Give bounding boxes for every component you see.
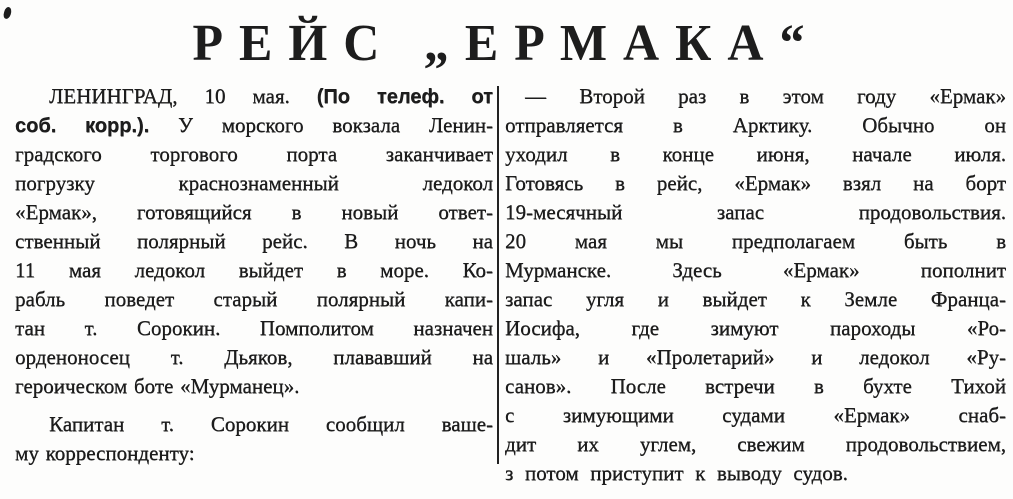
text-line bbox=[505, 343, 1006, 372]
word: на bbox=[912, 171, 934, 195]
word: морского bbox=[221, 113, 304, 137]
word: готовящийся bbox=[136, 200, 252, 224]
word: Франца- bbox=[930, 287, 1006, 311]
word: «Ермак» bbox=[782, 258, 860, 282]
word: продовольствием, bbox=[845, 432, 1006, 456]
word: «Мурманец». bbox=[180, 374, 300, 398]
word: их bbox=[577, 432, 599, 456]
word: Сорокин bbox=[210, 412, 289, 436]
word: запас bbox=[505, 287, 553, 311]
text-line bbox=[15, 82, 493, 111]
paragraph bbox=[505, 82, 1006, 488]
word: где bbox=[631, 316, 659, 340]
word: пополнит bbox=[920, 258, 1006, 282]
word: встречи bbox=[705, 374, 775, 398]
word: к bbox=[695, 461, 706, 485]
word: этом bbox=[782, 84, 824, 108]
word: т. bbox=[170, 345, 184, 369]
word: полярный bbox=[316, 287, 406, 311]
word: «Ермак» bbox=[929, 84, 1006, 108]
word: свежим bbox=[737, 432, 805, 456]
word: вокзала bbox=[332, 113, 401, 137]
word: ледокол bbox=[422, 171, 493, 195]
word: потом bbox=[524, 461, 579, 485]
word: В bbox=[344, 229, 359, 253]
word: ЛЕНИНГРАД, bbox=[49, 84, 178, 108]
word: «Ро- bbox=[966, 316, 1006, 340]
word: «Пролетарий» bbox=[645, 345, 775, 369]
word: в bbox=[739, 84, 750, 108]
word: т. bbox=[161, 412, 174, 436]
word: У bbox=[177, 113, 193, 137]
word: на bbox=[472, 229, 493, 253]
text-line bbox=[15, 285, 493, 314]
word: старый bbox=[213, 287, 278, 311]
word: взял bbox=[842, 171, 882, 195]
word: 19-месячный bbox=[505, 200, 623, 224]
word: и bbox=[811, 345, 823, 369]
word: — bbox=[525, 84, 546, 108]
word: июня, bbox=[756, 142, 810, 166]
word: в bbox=[614, 171, 625, 195]
word: море. bbox=[380, 258, 429, 282]
text-line bbox=[15, 169, 493, 198]
word: Здесь bbox=[672, 258, 722, 282]
text-line bbox=[15, 227, 493, 256]
word: мая. bbox=[252, 84, 290, 108]
word: Дьяков, bbox=[224, 345, 293, 369]
word: тан bbox=[15, 316, 45, 340]
word: т. bbox=[84, 316, 98, 340]
word: плававший bbox=[333, 345, 432, 369]
word: «Ермак» bbox=[734, 171, 811, 195]
word: Сорокин. bbox=[136, 316, 221, 340]
word: Тихой bbox=[951, 374, 1006, 398]
word: в bbox=[672, 113, 683, 137]
word: запас bbox=[716, 200, 765, 224]
text-line bbox=[505, 372, 1006, 401]
word: быть bbox=[903, 229, 948, 253]
word: заканчивает bbox=[385, 142, 493, 166]
word-bold: от bbox=[471, 86, 493, 108]
word: боте bbox=[133, 374, 174, 398]
word: зимующими bbox=[562, 403, 674, 427]
word: к bbox=[800, 287, 811, 311]
word: Арктику. bbox=[732, 113, 813, 137]
word: торгового bbox=[150, 142, 238, 166]
word: Мурманске. bbox=[505, 258, 612, 282]
text-line bbox=[505, 430, 1006, 459]
word: После bbox=[610, 374, 666, 398]
word: он bbox=[984, 113, 1006, 137]
word: выводу bbox=[716, 461, 782, 485]
word: краснознаменный bbox=[178, 171, 339, 195]
word: угля bbox=[585, 287, 624, 311]
word: з bbox=[505, 461, 514, 485]
word: мая bbox=[68, 258, 101, 282]
word-bold: (По bbox=[316, 86, 350, 108]
text-line bbox=[505, 459, 1006, 488]
word: судов. bbox=[793, 461, 848, 485]
headline: РЕЙС „ЕРМАКА“ bbox=[192, 13, 821, 72]
word: уходил bbox=[505, 142, 568, 166]
text-line bbox=[15, 140, 493, 169]
word: ледокол bbox=[859, 345, 930, 369]
word: судами bbox=[722, 403, 785, 427]
text-line bbox=[15, 372, 493, 401]
text-line bbox=[505, 82, 1006, 111]
word: отправляется bbox=[505, 113, 623, 137]
word: градского bbox=[15, 142, 102, 166]
word: в bbox=[336, 258, 347, 282]
word: рабль bbox=[15, 287, 66, 311]
word: шаль» bbox=[505, 345, 562, 369]
text-line bbox=[15, 439, 493, 468]
word: Второй bbox=[579, 84, 645, 108]
word: новый bbox=[341, 200, 399, 224]
word: продовольствия. bbox=[858, 200, 1006, 224]
text-line bbox=[505, 401, 1006, 430]
word: Помполитом bbox=[259, 316, 374, 340]
word: бухте bbox=[862, 374, 912, 398]
word: 20 bbox=[505, 229, 526, 253]
word: в bbox=[610, 142, 620, 166]
paragraph bbox=[15, 82, 493, 401]
word: году bbox=[856, 84, 897, 108]
word: пароходы bbox=[829, 316, 916, 340]
word: углем, bbox=[639, 432, 697, 456]
text-line bbox=[505, 256, 1006, 285]
word: поведет bbox=[104, 287, 175, 311]
text-line bbox=[505, 314, 1006, 343]
word: мы bbox=[655, 229, 684, 253]
word: июля. bbox=[954, 142, 1006, 166]
word-bold: телеф. bbox=[376, 86, 445, 108]
word-bold: корр.). bbox=[85, 115, 150, 137]
word: в bbox=[291, 200, 302, 224]
word: Ленин- bbox=[428, 113, 493, 137]
word: ваше- bbox=[441, 412, 493, 436]
text-line bbox=[15, 198, 493, 227]
word: сообщил bbox=[325, 412, 405, 436]
word: рейс, bbox=[656, 171, 703, 195]
word: назначен bbox=[413, 316, 493, 340]
word: рейс. bbox=[262, 229, 308, 253]
word: приступит bbox=[590, 461, 684, 485]
text-line bbox=[15, 256, 493, 285]
word: в bbox=[813, 374, 824, 398]
word: выйдет bbox=[702, 287, 767, 311]
text-line bbox=[15, 343, 493, 372]
word: зимуют bbox=[710, 316, 779, 340]
word: погрузку bbox=[15, 171, 95, 195]
word: ночь bbox=[394, 229, 436, 253]
word: «Ермак» bbox=[833, 403, 910, 427]
word: «Ермак», bbox=[15, 200, 97, 224]
word: Иосифа, bbox=[505, 316, 580, 340]
word: в bbox=[996, 229, 1006, 253]
text-line bbox=[15, 410, 493, 439]
word: Обычно bbox=[862, 113, 935, 137]
word: корреспонденту: bbox=[45, 441, 195, 465]
word: с bbox=[505, 403, 515, 427]
word: мая bbox=[574, 229, 607, 253]
word: раз bbox=[678, 84, 707, 108]
word: на bbox=[472, 345, 493, 369]
word: борт bbox=[965, 171, 1006, 195]
paragraph bbox=[15, 410, 493, 468]
word: и bbox=[597, 345, 610, 369]
text-line bbox=[505, 111, 1006, 140]
word: Земле bbox=[844, 287, 898, 311]
left-column bbox=[15, 82, 493, 468]
word: 11 bbox=[15, 258, 36, 282]
text-line bbox=[505, 227, 1006, 256]
column-divider bbox=[497, 86, 499, 464]
word: Капитан bbox=[49, 412, 125, 436]
word: снаб- bbox=[958, 403, 1006, 427]
word: героическом bbox=[15, 374, 128, 398]
word: Готовясь bbox=[505, 171, 584, 195]
text-line bbox=[505, 140, 1006, 169]
word: начале bbox=[852, 142, 912, 166]
article-body bbox=[0, 82, 1013, 488]
word: полярный bbox=[136, 229, 226, 253]
text-line bbox=[505, 198, 1006, 227]
word: дит bbox=[505, 432, 537, 456]
word-bold: соб. bbox=[15, 115, 57, 137]
word: 10 bbox=[204, 84, 226, 108]
word: орденоносец bbox=[15, 345, 130, 369]
text-line bbox=[505, 285, 1006, 314]
word: Ко- bbox=[462, 258, 493, 282]
word: ледокол bbox=[134, 258, 206, 282]
word: и bbox=[657, 287, 669, 311]
word: конце bbox=[662, 142, 714, 166]
word: «Ру- bbox=[966, 345, 1006, 369]
text-line bbox=[15, 111, 493, 140]
word: ответ- bbox=[438, 200, 493, 224]
text-line bbox=[15, 314, 493, 343]
word: порта bbox=[286, 142, 338, 166]
word: му bbox=[15, 441, 39, 465]
word: капи- bbox=[444, 287, 493, 311]
word: ственный bbox=[15, 229, 101, 253]
word: выйдет bbox=[238, 258, 304, 282]
word: предполагаем bbox=[731, 229, 856, 253]
word: санов». bbox=[505, 374, 572, 398]
right-column bbox=[505, 82, 1006, 488]
text-line bbox=[505, 169, 1006, 198]
